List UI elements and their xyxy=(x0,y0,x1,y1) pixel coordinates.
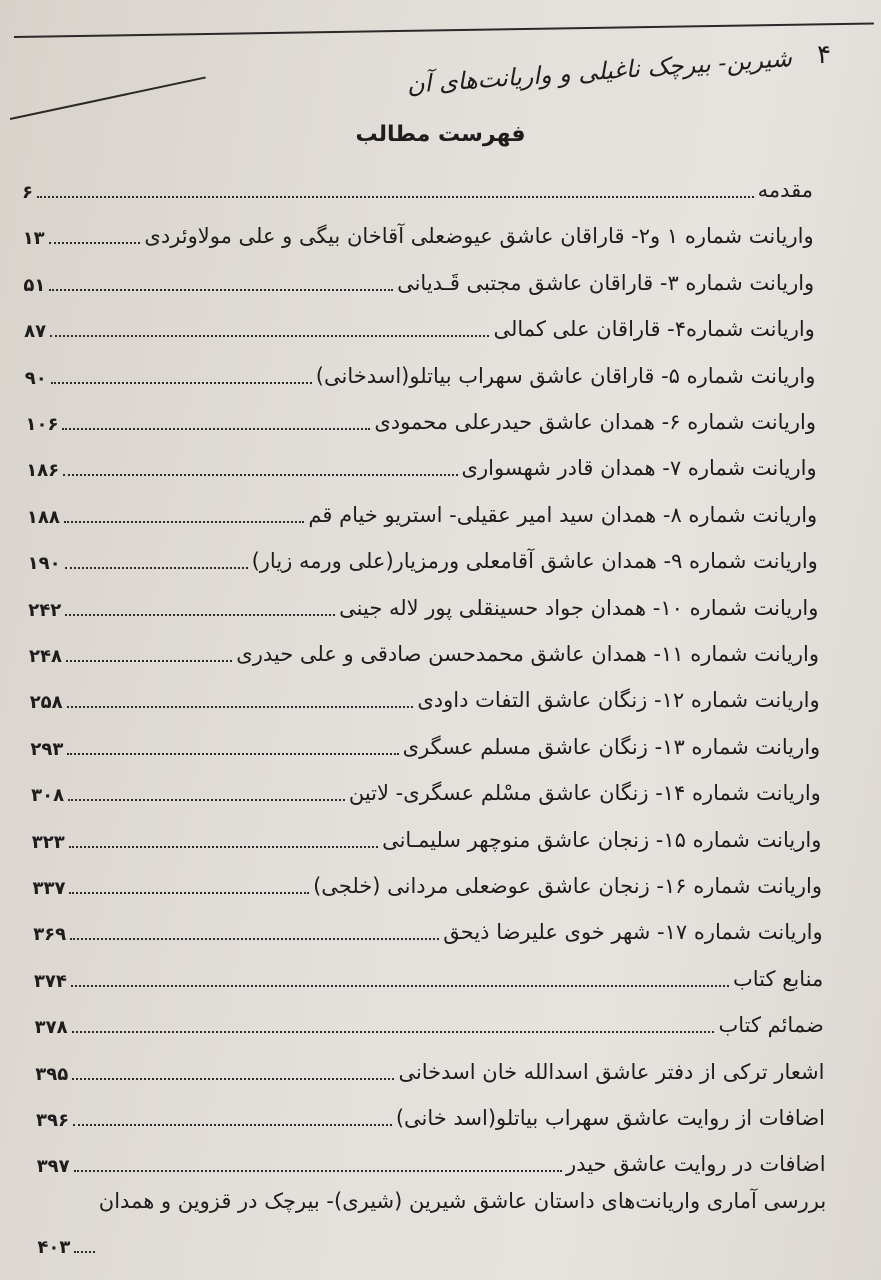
toc-leader-dots xyxy=(64,520,305,523)
toc-entry-title: بررسی آماری واریانت‌های داستان عاشق شیرین (شیری)- بیرچک در قزوین و همدان xyxy=(98,1188,827,1213)
toc-entry-page: ۳۹۷ xyxy=(36,1156,70,1178)
toc-entry-page: ۳۰۸ xyxy=(31,785,65,807)
toc-entry-title: مقدمه xyxy=(757,178,813,202)
toc-entry xyxy=(26,448,816,482)
toc-entry-title: واریانت شماره ۵- قاراقان عاشق سهراب بیاتلو(اسدخانی) xyxy=(315,363,816,388)
toc-entry-page: ۲۴۲ xyxy=(28,599,62,621)
toc-leader-dots xyxy=(67,705,414,708)
toc-entry-title: واریانت شماره ۱۲- زنگان عاشق التفات داودی xyxy=(417,688,820,713)
toc-entry xyxy=(28,541,818,575)
toc-leader-dots xyxy=(49,288,393,291)
toc-entry-page: ۳۶۹ xyxy=(33,924,67,946)
toc-leader-dots xyxy=(69,891,309,894)
toc-entry-page: ۵۱ xyxy=(23,274,46,296)
toc-leader-dots xyxy=(72,1030,715,1033)
toc-entry-page: ۴۰۳ xyxy=(37,1236,71,1258)
toc-leader-dots xyxy=(70,937,439,940)
toc-entry-title: اشعار ترکی از دفتر عاشق اسدالله خان اسدخانی xyxy=(398,1059,825,1084)
toc-entry xyxy=(34,959,823,993)
toc-entry xyxy=(23,263,814,297)
toc-heading: فهرست مطالب xyxy=(355,122,526,147)
toc-entry-title: واریانت شماره ۱۶- زنجان عاشق عوضعلی مردانی (خلجی) xyxy=(313,874,822,898)
toc-entry xyxy=(27,495,817,529)
toc-leader-dots xyxy=(63,473,457,476)
toc-entry xyxy=(37,1187,826,1259)
toc-leader-dots xyxy=(72,1077,394,1080)
toc-entry-page: ۹۰ xyxy=(24,367,47,389)
toc-entry-page: ۳۲۳ xyxy=(31,831,65,853)
toc-leader-dots xyxy=(49,241,141,244)
toc-entry-title: واریانت شماره ۱۴- زنگان عاشق مسْلم عسگری- لاتین xyxy=(348,781,821,806)
toc-entry xyxy=(30,727,820,761)
page-number: ۴ xyxy=(817,40,831,70)
toc-entry xyxy=(35,1005,824,1039)
toc-leader-dots xyxy=(67,752,398,755)
toc-leader-dots xyxy=(50,334,489,337)
toc-entry-title: منابع کتاب xyxy=(733,966,824,991)
toc-entry-page: ۱۸۸ xyxy=(26,506,60,528)
toc-entry-title: واریانت شماره ۱۳- زنگان عاشق مسلم عسگری xyxy=(402,734,821,759)
toc-entry xyxy=(22,170,813,204)
toc-leader-dots xyxy=(62,427,370,430)
toc-entry-title: واریانت شماره ۳- قاراقان عاشق مجتبی قَـدیانی xyxy=(397,270,815,295)
toc-entry-page: ۱۹۰ xyxy=(27,553,61,575)
toc-entry xyxy=(37,1144,826,1178)
toc-entry-title: واریانت شماره ۱۱- همدان عاشق محمدحسن صادقی و علی حیدری xyxy=(236,642,819,666)
toc-leader-dots xyxy=(65,613,335,616)
toc-entry-title: واریانت شماره ۱۷- شهر خوی علیرضا ذیحق xyxy=(443,920,823,945)
toc-entry xyxy=(30,680,820,714)
toc-entry-title: اضافات در روایت عاشق حیدر xyxy=(566,1152,826,1177)
toc-entry xyxy=(29,634,819,668)
toc-entry-page: ۳۳۷ xyxy=(32,878,66,899)
toc-entry-page: ۱۸۶ xyxy=(26,460,60,482)
toc-entry-page: ۲۹۳ xyxy=(30,738,64,760)
toc-entry-page: ۸۷ xyxy=(24,321,47,343)
toc-entry-title: واریانت شماره ۱۰- همدان جواد حسینقلی پور لاله جینی xyxy=(339,595,819,620)
toc-entry xyxy=(32,820,822,854)
toc-leader-dots xyxy=(71,984,729,987)
toc-entry-title: واریانت شماره ۶- همدان عاشق حیدرعلی محمودی xyxy=(374,410,816,434)
toc-entry-page: ۲۵۸ xyxy=(29,692,63,714)
toc-entry xyxy=(36,1098,825,1132)
toc-leader-dots xyxy=(74,1250,94,1253)
toc-entry xyxy=(28,588,818,622)
toc-leader-dots xyxy=(69,845,378,848)
toc-entry xyxy=(26,402,817,436)
toc-leader-dots xyxy=(51,381,312,384)
toc-leader-dots xyxy=(74,1169,562,1172)
toc-leader-dots xyxy=(65,566,248,569)
toc-entry-title: واریانت شماره ۱ و۲- قاراقان عاشق عیوضعلی آقاخان بیگی و علی مولاوئردی xyxy=(144,224,814,249)
toc-entry xyxy=(31,773,821,807)
toc-entry-page: ۳۷۸ xyxy=(34,1017,68,1039)
toc-entry xyxy=(33,866,823,900)
toc-leader-dots xyxy=(68,798,345,801)
toc-entry-page: ۶ xyxy=(22,182,33,203)
toc-entry-page: ۲۴۸ xyxy=(29,646,62,667)
toc-entry-title: واریانت شماره ۸- همدان سید امیر عقیلی- استریو خیام قم xyxy=(308,502,818,527)
toc-leader-dots xyxy=(37,195,754,198)
toc-entry-page: ۱۰۶ xyxy=(25,414,59,435)
toc-entry-title: واریانت شماره ۷- همدان قادر شهسواری xyxy=(461,456,817,481)
toc-entry-title: واریانت شماره ۱۵- زنجان عاشق منوچهر سلیمـانی xyxy=(382,827,822,852)
toc-entry-page: ۳۹۶ xyxy=(36,1110,69,1131)
toc-entry xyxy=(25,356,816,390)
toc-leader-dots xyxy=(73,1123,392,1126)
toc-entry-title: واریانت شماره ۹- همدان عاشق آقامعلی ورمزیار(علی ورمه زیار) xyxy=(251,549,818,574)
toc-entry-page: ۳۷۴ xyxy=(33,970,67,992)
toc-entry-title: واریانت شماره۴- قاراقان علی کمالی xyxy=(493,317,815,342)
toc-entry-title: ضمائم کتاب xyxy=(718,1013,824,1038)
toc-entry-page: ۱۳ xyxy=(22,228,45,250)
toc-entry xyxy=(23,216,814,250)
toc-leader-dots xyxy=(66,659,232,662)
toc-entry xyxy=(24,309,815,343)
toc-entry-page: ۳۹۵ xyxy=(35,1063,69,1085)
toc-entry xyxy=(33,912,822,946)
toc-entry-title: اضافات از روایت عاشق سهراب بیاتلو(اسد خانی) xyxy=(395,1106,825,1130)
running-title: شیرین- بیرچک ناغیلی و واریانت‌های آن xyxy=(406,44,793,99)
toc-entry xyxy=(35,1052,824,1086)
